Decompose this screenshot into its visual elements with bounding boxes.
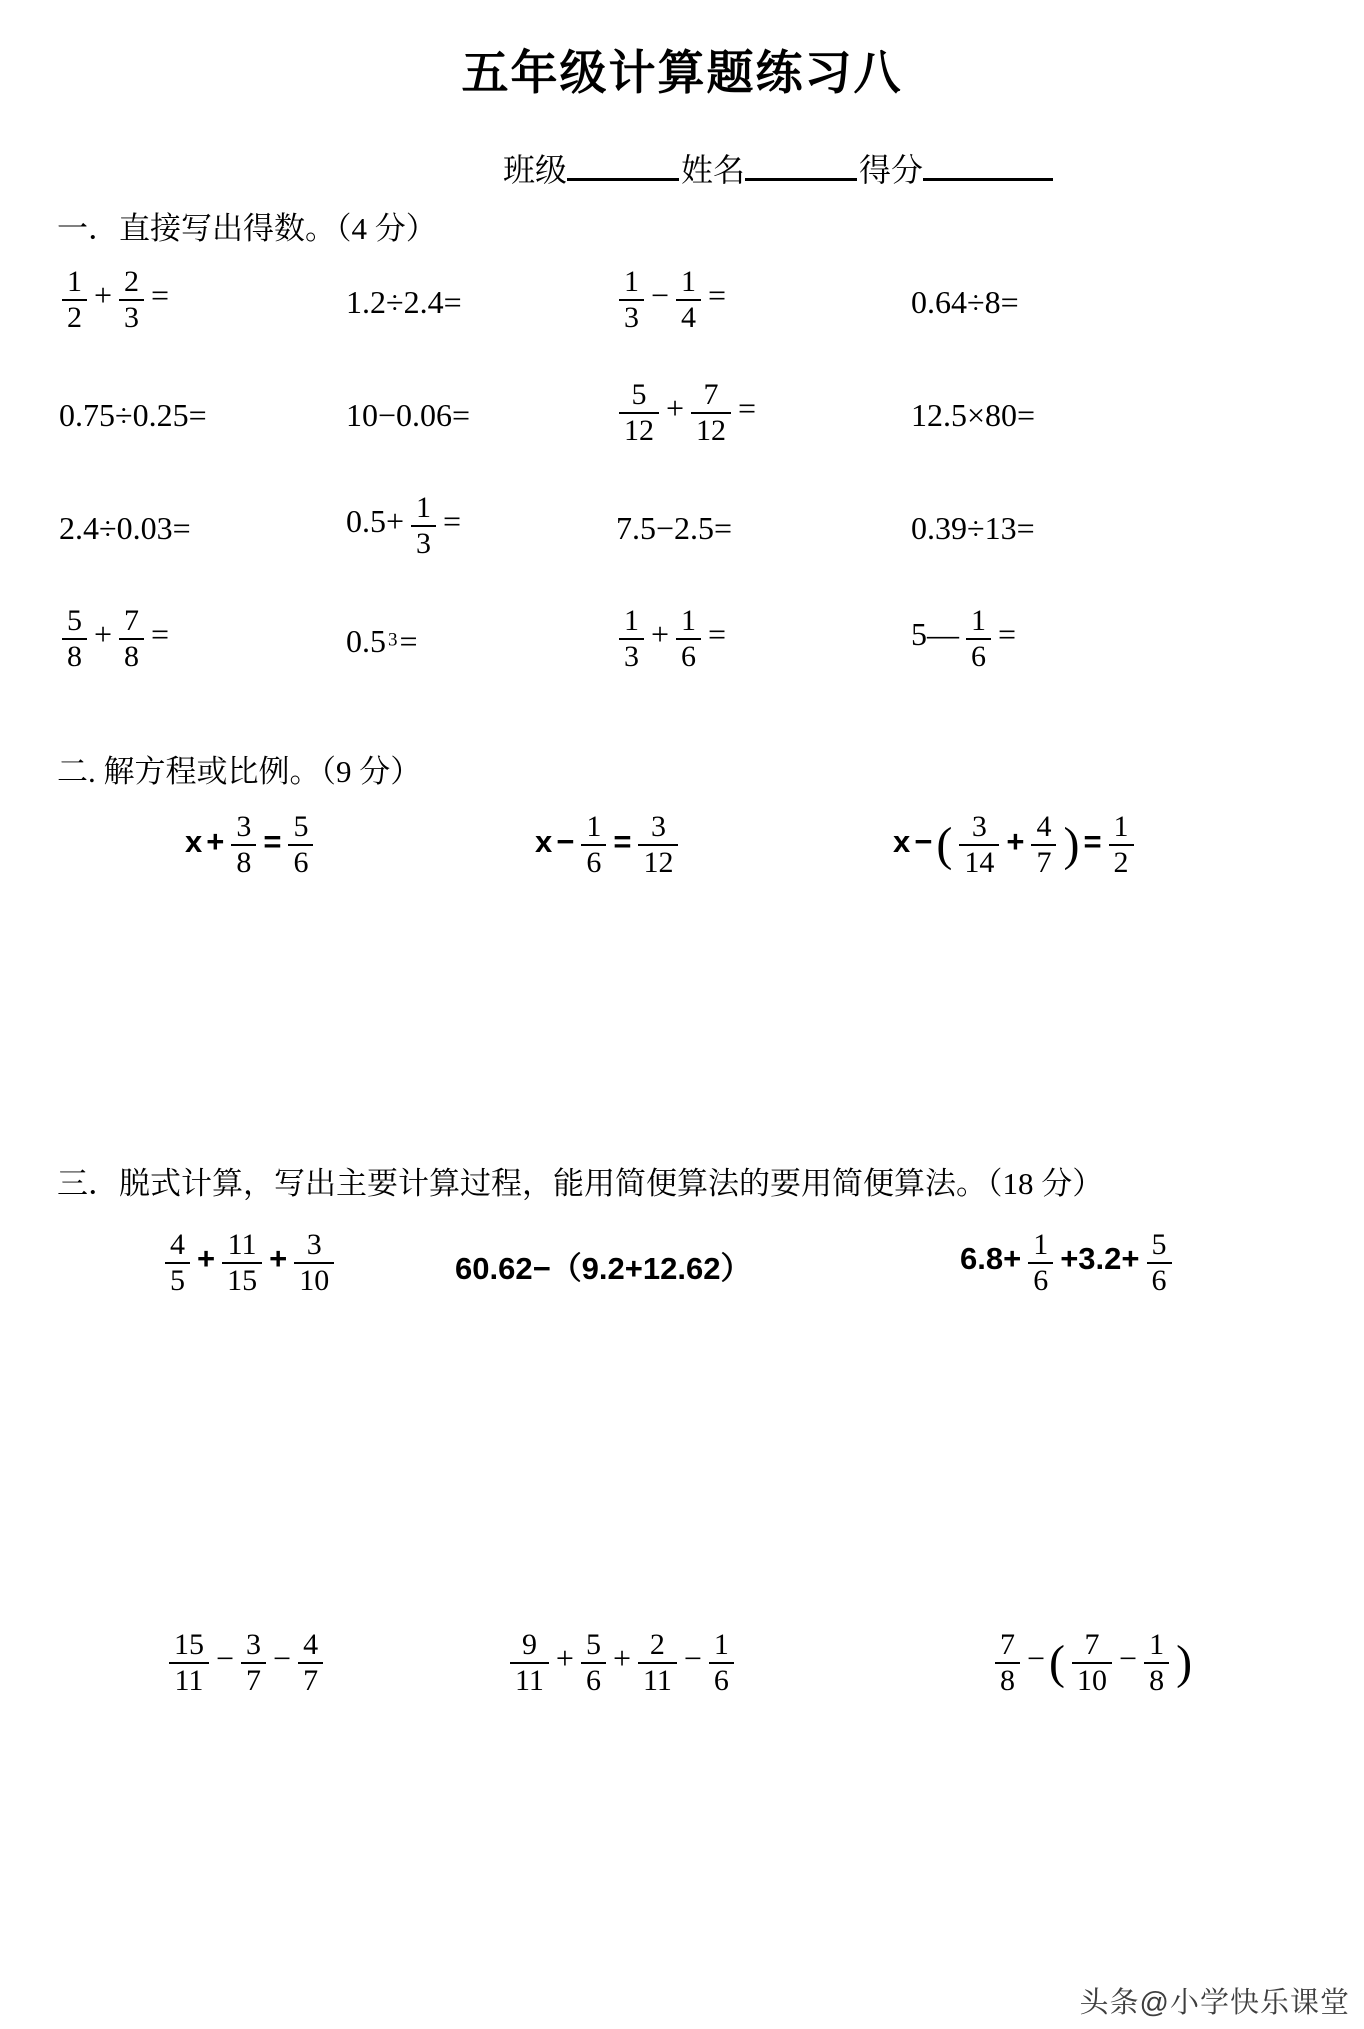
fraction: $\frac{3}{12}$ [638,810,678,879]
problem-3-1-3 [958,1227,1364,1300]
problem-row [0,1608,1364,1723]
fraction: $\frac{7}{8}$ [119,604,144,673]
math-text: = [708,277,727,314]
fraction: $\frac{5}{6}$ [288,810,313,879]
fraction: $\frac{9}{11}$ [510,1628,549,1697]
math-text: = [443,503,462,540]
problem-2-1-1 [183,810,533,882]
fraction: $\frac{4}{7}$ [298,1628,323,1697]
problem-1-3-3 [614,510,909,547]
fraction: $\frac{7}{10}$ [1072,1628,1112,1697]
score-blank [923,144,1053,181]
math-text: x [185,823,203,859]
fraction: $\frac{1}{3}$ [619,604,644,673]
math-text: +3.2+ [1060,1241,1140,1277]
math-text: + [206,823,225,859]
fraction: $\frac{1}{6}$ [966,604,991,673]
math-text: + [197,1241,216,1277]
math-text: + [555,1640,574,1677]
math-text: 0.5 [346,623,386,659]
math-text: ) [1063,818,1080,871]
math-text: − [683,1640,702,1677]
math-text: = [151,616,170,653]
section-2-problems [0,793,1364,903]
fraction: $\frac{4}{5}$ [165,1228,190,1297]
math-text: + [666,390,685,427]
worksheet-title: 五年级计算题练习八 [461,48,903,100]
math-text: − [216,1640,235,1677]
name-blank [745,144,857,181]
math-text: 12.5×80= [911,397,1036,433]
math-text: + [269,1241,288,1277]
math-text: = [1083,823,1102,859]
math-text: ( [936,818,953,871]
problem-1-1-2 [344,284,614,321]
problem-1-3-4 [909,510,1364,547]
problem-row [0,359,1364,472]
math-text: = [613,823,632,859]
math-text: ( [1049,1635,1066,1689]
math-text: + [94,277,113,314]
problem-1-3-2 [344,490,614,563]
fraction: $\frac{1}{8}$ [1144,1628,1169,1697]
math-text: = [399,623,418,659]
problem-row [0,1213,1364,1318]
math-text: 0.39÷13= [911,510,1035,546]
math-text: + [651,616,670,653]
math-text: x [893,823,911,859]
math-text: = [263,823,282,859]
fraction: $\frac{3}{7}$ [241,1628,266,1697]
math-text: − [273,1640,292,1677]
fraction: $\frac{1}{2}$ [1109,810,1134,879]
problem-2-1-3 [891,810,1364,882]
class-label: 班级 [503,152,568,188]
math-text: = [998,616,1017,653]
section-3-problems-row-1 [0,1213,1364,1318]
problem-1-1-4 [909,284,1364,321]
problem-3-2-1 [164,1627,505,1700]
math-text: + [1006,823,1025,859]
section-1-problems [0,246,1364,698]
fraction: $\frac{1}{6}$ [709,1628,734,1697]
fraction: $\frac{11}{15}$ [222,1228,262,1297]
math-text: + [612,1640,631,1677]
math-text: 10−0.06= [346,397,471,433]
fraction: $\frac{1}{4}$ [676,265,701,334]
fraction: $\frac{5}{6}$ [1147,1228,1172,1297]
problem-1-2-2 [344,397,614,434]
student-info-line [503,144,1055,191]
watermark-text: 头条@小学快乐课堂 [1079,1987,1350,2019]
fraction: $\frac{15}{11}$ [169,1628,209,1697]
math-text: − [1119,1640,1138,1677]
fraction: $\frac{4}{7}$ [1031,810,1056,879]
math-text: 7.5−2.5= [616,510,733,546]
problem-row [0,246,1364,359]
section-2-heading: 二. 解方程或比例。（9 分） [57,754,422,789]
fraction: $\frac{1}{3}$ [411,491,436,560]
math-text: = [151,277,170,314]
problem-1-4-4 [909,603,1364,676]
problem-row [0,793,1364,903]
math-text: − [1027,1640,1046,1677]
problem-1-2-1 [57,397,344,434]
math-text: = [738,390,757,427]
math-text: − [556,823,575,859]
math-text: 0.75÷0.25= [59,397,207,433]
fraction: $\frac{1}{6}$ [676,604,701,673]
problem-1-2-3 [614,377,909,450]
math-text: 60.62−（9.2+12.62） [455,1251,752,1286]
math-text: = [708,616,727,653]
math-text: 1.2÷2.4= [346,284,462,320]
math-text: 0.5+ [346,503,405,540]
math-text: x [535,823,553,859]
math-text: − [914,823,933,859]
math-text: 0.64÷8= [911,284,1019,320]
problem-row [0,585,1364,698]
problem-1-4-3 [614,603,909,676]
section-1-heading: 一．直接写出得数。（4 分） [57,211,437,246]
problem-1-3-1 [57,510,344,547]
fraction: $\frac{7}{12}$ [691,378,731,447]
fraction: $\frac{1}{6}$ [581,810,606,879]
math-text: + [94,616,113,653]
fraction: $\frac{5}{6}$ [581,1628,606,1697]
problem-1-1-1 [57,264,344,337]
problem-1-1-3 [614,264,909,337]
fraction: $\frac{3}{10}$ [294,1228,334,1297]
problem-3-2-2 [505,1627,990,1700]
section-3-heading: 三．脱式计算，写出主要计算过程，能用简便算法的要用简便算法。（18 分） [57,1166,1104,1201]
fraction: $\frac{1}{2}$ [62,265,87,334]
problem-1-4-1 [57,603,344,676]
math-text: − [651,277,670,314]
problem-3-2-3 [990,1627,1364,1700]
name-label: 姓名 [681,152,746,188]
fraction: $\frac{5}{12}$ [619,378,659,447]
section-3-problems-row-2 [0,1608,1364,1723]
fraction: $\frac{2}{11}$ [638,1628,677,1697]
math-text: ) [1176,1635,1193,1689]
fraction: $\frac{1}{6}$ [1028,1228,1053,1297]
problem-row [0,472,1364,585]
math-text: 6.8+ [960,1241,1022,1277]
math-text: 2.4÷0.03= [59,510,191,546]
score-label: 得分 [859,152,924,188]
fraction: $\frac{3}{14}$ [959,810,999,879]
class-blank [567,144,679,181]
fraction: $\frac{1}{3}$ [619,265,644,334]
fraction: $\frac{3}{8}$ [231,810,256,879]
problem-3-1-1 [160,1227,453,1300]
math-text: 5— [911,616,959,653]
problem-2-1-2 [533,810,891,882]
fraction: $\frac{5}{8}$ [62,604,87,673]
fraction: $\frac{7}{8}$ [995,1628,1020,1697]
fraction: $\frac{2}{3}$ [119,265,144,334]
problem-1-4-2 [344,623,614,660]
problem-1-2-4 [909,397,1364,434]
exponent: 3 [388,629,398,651]
problem-3-1-2 [453,1243,958,1288]
